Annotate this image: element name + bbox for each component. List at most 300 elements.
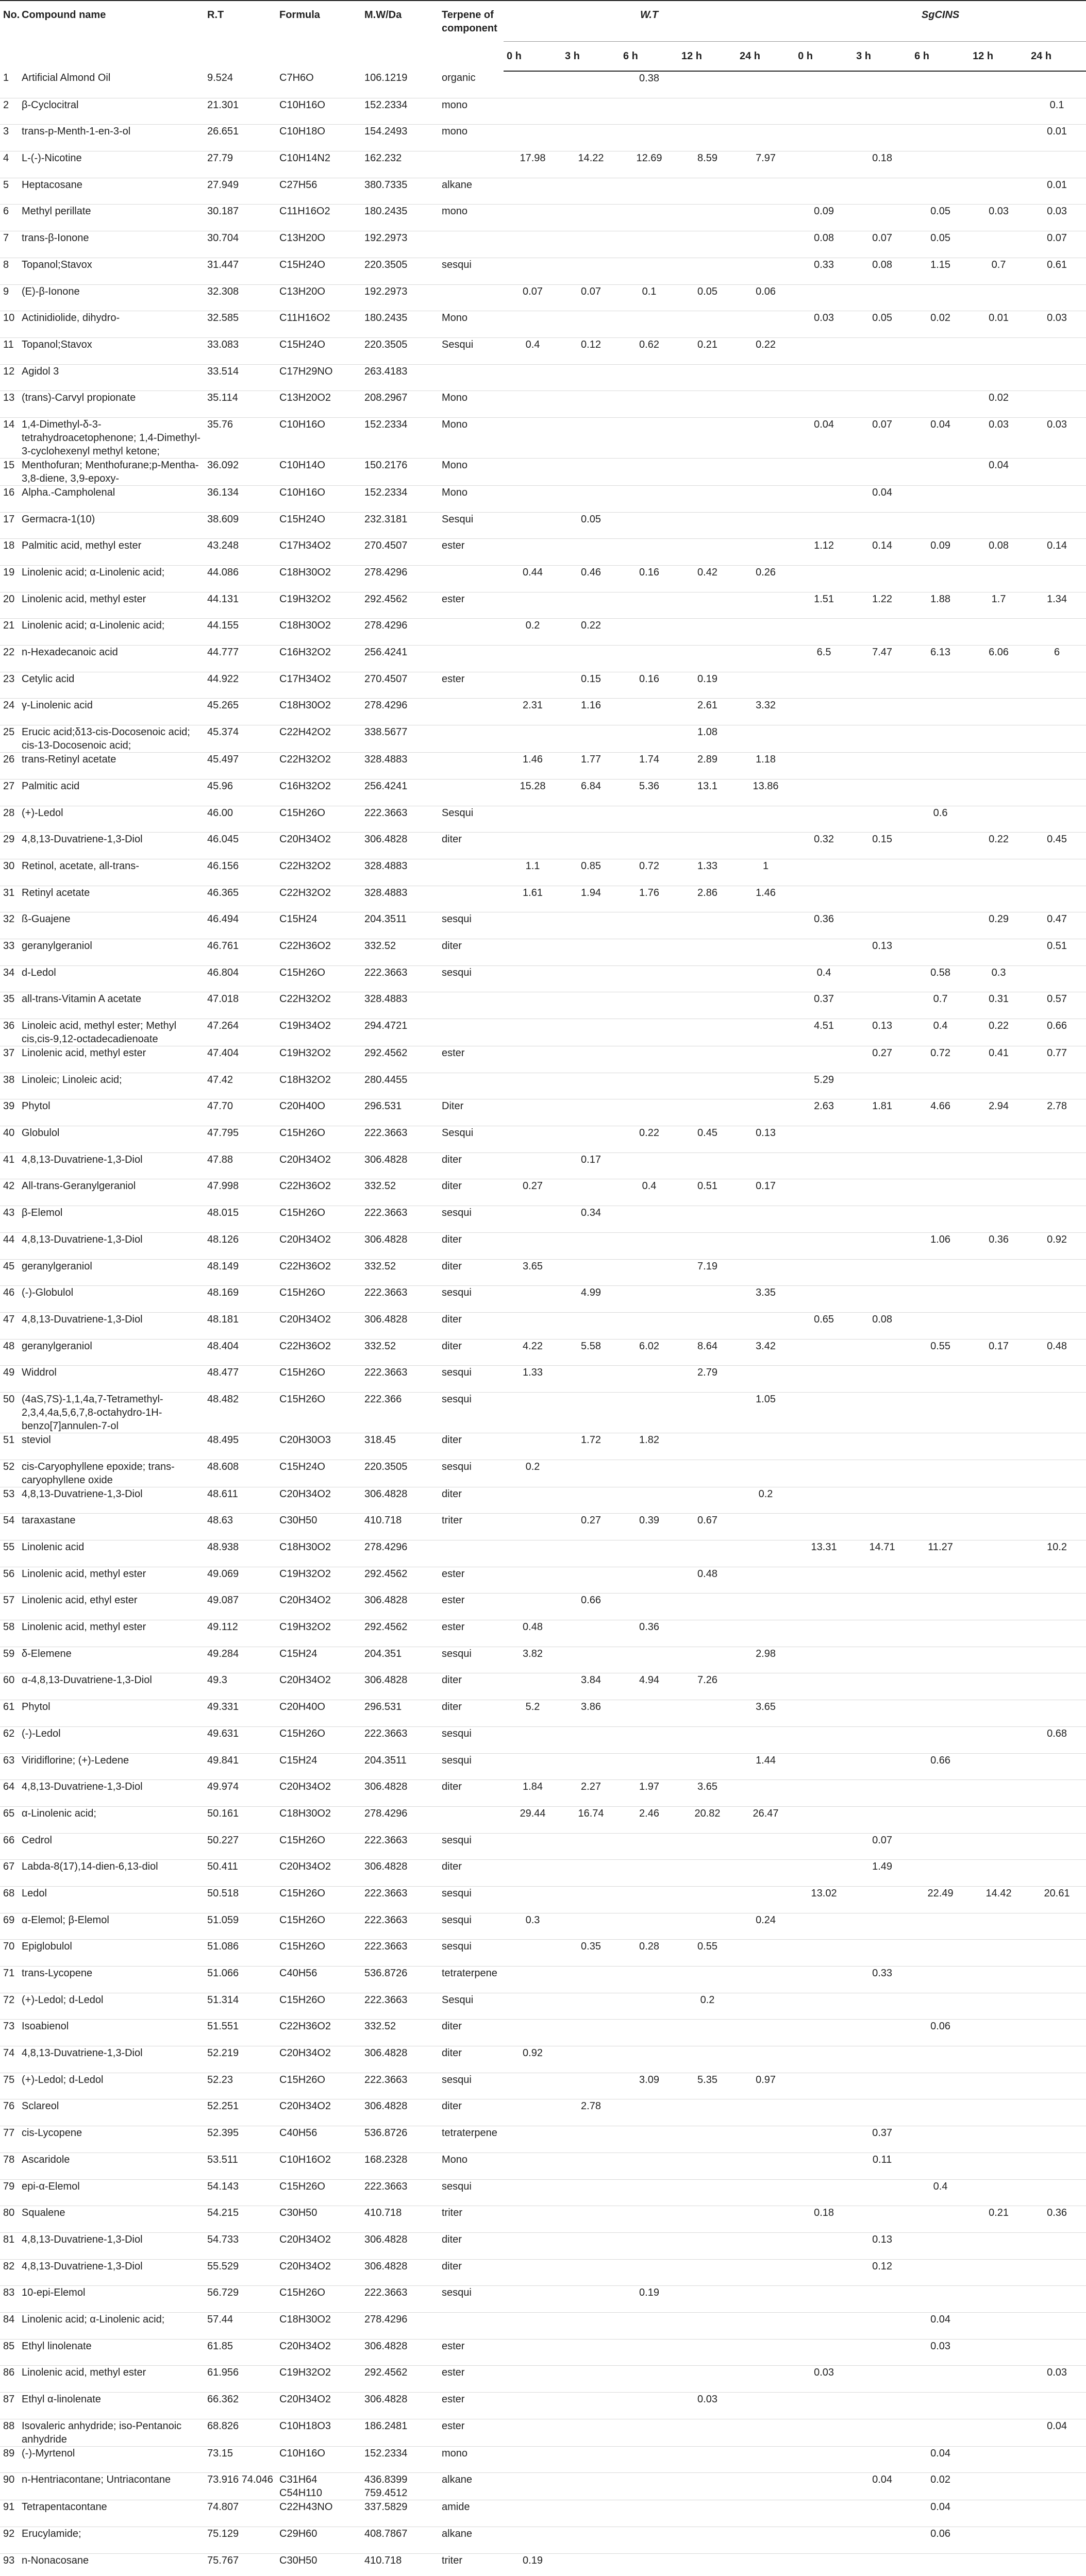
cell-terpene: Mono xyxy=(439,417,504,458)
cell-rt: 47.264 xyxy=(204,1019,276,1046)
cell-formula: C20H34O2 xyxy=(276,1232,361,1259)
cell-value xyxy=(562,1753,620,1780)
cell-value xyxy=(678,1700,737,1727)
cell-value xyxy=(911,1833,970,1860)
cell-value: 0.05 xyxy=(562,512,620,539)
header-time: 6 h xyxy=(620,42,678,72)
cell-value: 0.22 xyxy=(562,619,620,646)
cell-value xyxy=(737,1366,795,1393)
cell-value: 0.72 xyxy=(620,859,678,886)
cell-formula: C22H32O2 xyxy=(276,886,361,912)
table-row xyxy=(0,1153,1086,1179)
cell-value: 0.03 xyxy=(678,2393,737,2419)
cell-value xyxy=(795,1460,853,1487)
cell-mw: 408.7867 xyxy=(361,2527,439,2554)
cell-value xyxy=(911,2232,970,2259)
cell-value xyxy=(504,311,562,338)
cell-value xyxy=(853,1886,911,1913)
cell-value xyxy=(562,258,620,284)
cell-value xyxy=(678,2153,737,2179)
cell-value: 5.2 xyxy=(504,1700,562,1727)
cell-value xyxy=(737,1567,795,1594)
cell-value: 0.11 xyxy=(853,2153,911,2179)
cell-mw: 222.366 xyxy=(361,1392,439,1433)
cell-rt: 48.608 xyxy=(204,1460,276,1487)
cell-value xyxy=(970,2179,1028,2206)
cell-value xyxy=(562,2259,620,2286)
cell-value xyxy=(911,2259,970,2286)
cell-formula: C10H14N2 xyxy=(276,151,361,178)
cell-compound-name: cis-Caryophyllene epoxide; trans-caryophyllene oxide xyxy=(19,1460,204,1487)
cell-value xyxy=(795,753,853,779)
cell-no: 33 xyxy=(0,939,19,965)
table-row xyxy=(0,1232,1086,1259)
cell-formula: C18H32O2 xyxy=(276,1073,361,1099)
cell-value xyxy=(678,364,737,391)
cell-terpene: diter xyxy=(439,1860,504,1887)
cell-value xyxy=(678,458,737,485)
cell-value xyxy=(620,806,678,833)
cell-terpene: sesqui xyxy=(439,2286,504,2313)
cell-terpene: triter xyxy=(439,1514,504,1540)
cell-no: 68 xyxy=(0,1886,19,1913)
cell-value: 0.01 xyxy=(970,311,1028,338)
cell-value xyxy=(795,2553,853,2576)
cell-rt: 46.494 xyxy=(204,912,276,939)
cell-no: 80 xyxy=(0,2206,19,2233)
cell-value xyxy=(620,2232,678,2259)
cell-value: 11.27 xyxy=(911,1540,970,1567)
cell-formula: C15H26O xyxy=(276,965,361,992)
cell-value xyxy=(970,1700,1028,1727)
cell-value: 0.55 xyxy=(911,1339,970,1366)
cell-value xyxy=(504,2339,562,2366)
cell-no: 88 xyxy=(0,2419,19,2446)
cell-formula: C40H56 xyxy=(276,1967,361,1993)
cell-value xyxy=(620,364,678,391)
cell-value xyxy=(620,1259,678,1286)
cell-value xyxy=(1028,1312,1086,1339)
cell-value xyxy=(504,2206,562,2233)
cell-value xyxy=(853,2020,911,2046)
cell-value xyxy=(620,311,678,338)
cell-mw: 180.2435 xyxy=(361,205,439,231)
cell-rt: 51.314 xyxy=(204,1993,276,2020)
cell-value: 3.65 xyxy=(678,1780,737,1807)
cell-value xyxy=(678,1392,737,1433)
cell-rt: 46.804 xyxy=(204,965,276,992)
cell-value: 0.21 xyxy=(970,2206,1028,2233)
cell-value xyxy=(562,2206,620,2233)
cell-value xyxy=(737,1620,795,1647)
cell-value: 0.18 xyxy=(795,2206,853,2233)
cell-formula: C20H40O xyxy=(276,1700,361,1727)
cell-mw: 192.2973 xyxy=(361,231,439,258)
header-rt: R.T xyxy=(204,1,276,71)
cell-value xyxy=(504,2020,562,2046)
cell-value: 13.1 xyxy=(678,779,737,806)
cell-value: 0.04 xyxy=(911,417,970,458)
cell-value xyxy=(970,1780,1028,1807)
cell-no: 51 xyxy=(0,1433,19,1460)
cell-value xyxy=(970,619,1028,646)
cell-no: 78 xyxy=(0,2153,19,2179)
cell-value xyxy=(970,1206,1028,1233)
cell-no: 39 xyxy=(0,1099,19,1126)
cell-value xyxy=(970,1312,1028,1339)
table-row xyxy=(0,1620,1086,1647)
cell-no: 4 xyxy=(0,151,19,178)
cell-value xyxy=(970,1753,1028,1780)
cell-no: 24 xyxy=(0,699,19,725)
table-row xyxy=(0,71,1086,98)
cell-value xyxy=(504,1392,562,1433)
cell-value xyxy=(970,886,1028,912)
cell-value xyxy=(853,98,911,125)
cell-value: 0.72 xyxy=(911,1046,970,1073)
table-row xyxy=(0,1286,1086,1313)
cell-value xyxy=(737,2259,795,2286)
cell-value xyxy=(853,2366,911,2393)
cell-value xyxy=(737,71,795,98)
cell-formula: C10H14O xyxy=(276,458,361,485)
cell-value xyxy=(853,1392,911,1433)
cell-value xyxy=(620,1153,678,1179)
cell-terpene xyxy=(439,1019,504,1046)
cell-value xyxy=(1028,886,1086,912)
cell-rt: 49.112 xyxy=(204,1620,276,1647)
cell-no: 17 xyxy=(0,512,19,539)
cell-value: 1.94 xyxy=(562,886,620,912)
table-row xyxy=(0,1312,1086,1339)
cell-value xyxy=(678,646,737,672)
cell-value: 26.47 xyxy=(737,1806,795,1833)
cell-value xyxy=(1028,566,1086,592)
cell-value xyxy=(795,364,853,391)
cell-value: 0.21 xyxy=(678,337,737,364)
table-row xyxy=(0,2527,1086,2554)
cell-value xyxy=(737,2393,795,2419)
cell-rt: 9.524 xyxy=(204,71,276,98)
cell-terpene xyxy=(439,231,504,258)
cell-rt: 50.411 xyxy=(204,1860,276,1887)
cell-value xyxy=(911,1460,970,1487)
cell-value xyxy=(795,2259,853,2286)
cell-rt: 68.826 xyxy=(204,2419,276,2446)
cell-value xyxy=(678,2232,737,2259)
cell-value xyxy=(737,806,795,833)
cell-value xyxy=(562,1540,620,1567)
cell-value: 1.33 xyxy=(504,1366,562,1393)
cell-terpene: Mono xyxy=(439,311,504,338)
cell-rt: 48.495 xyxy=(204,1433,276,1460)
cell-value: 5.35 xyxy=(678,2073,737,2099)
cell-value xyxy=(737,1046,795,1073)
cell-value xyxy=(620,2473,678,2500)
cell-mw: 306.4828 xyxy=(361,1487,439,1514)
cell-value xyxy=(853,1753,911,1780)
cell-no: 15 xyxy=(0,458,19,485)
cell-rt: 27.949 xyxy=(204,178,276,205)
cell-value xyxy=(853,1514,911,1540)
cell-value xyxy=(795,2073,853,2099)
cell-value xyxy=(678,1726,737,1753)
cell-value: 1.46 xyxy=(737,886,795,912)
cell-value xyxy=(970,2393,1028,2419)
cell-terpene xyxy=(439,364,504,391)
cell-value xyxy=(795,2179,853,2206)
cell-formula: C10H16O xyxy=(276,98,361,125)
cell-rt: 47.998 xyxy=(204,1179,276,1206)
table-row xyxy=(0,1753,1086,1780)
cell-mw: 222.3663 xyxy=(361,1993,439,2020)
table-row xyxy=(0,2073,1086,2099)
cell-value xyxy=(911,1433,970,1460)
cell-formula: C22H36O2 xyxy=(276,939,361,965)
cell-compound-name: Ethyl α-linolenate xyxy=(19,2393,204,2419)
cell-value xyxy=(1028,1753,1086,1780)
cell-value xyxy=(562,391,620,418)
cell-mw: 328.4883 xyxy=(361,992,439,1019)
cell-compound-name: All-trans-Geranylgeraniol xyxy=(19,1179,204,1206)
cell-value xyxy=(911,151,970,178)
cell-value xyxy=(1028,458,1086,485)
cell-compound-name: Phytol xyxy=(19,1700,204,1727)
cell-value xyxy=(678,98,737,125)
table-row xyxy=(0,2206,1086,2233)
cell-value: 0.01 xyxy=(1028,125,1086,151)
cell-no: 25 xyxy=(0,725,19,753)
cell-value xyxy=(562,2046,620,2073)
cell-value xyxy=(620,912,678,939)
cell-value xyxy=(1028,1514,1086,1540)
cell-value: 0.17 xyxy=(737,1179,795,1206)
cell-rt: 49.331 xyxy=(204,1700,276,1727)
cell-value xyxy=(678,1433,737,1460)
cell-rt: 55.529 xyxy=(204,2259,276,2286)
table-row xyxy=(0,2259,1086,2286)
cell-value xyxy=(970,699,1028,725)
cell-no: 86 xyxy=(0,2366,19,2393)
cell-mw: 306.4828 xyxy=(361,2339,439,2366)
cell-no: 76 xyxy=(0,2099,19,2126)
table-row xyxy=(0,1806,1086,1833)
cell-value xyxy=(1028,2179,1086,2206)
cell-value: 4.99 xyxy=(562,1286,620,1313)
table-row xyxy=(0,337,1086,364)
cell-value xyxy=(504,1206,562,1233)
cell-value xyxy=(737,1993,795,2020)
cell-formula: C30H50 xyxy=(276,2553,361,2576)
cell-mw: 222.3663 xyxy=(361,1913,439,1940)
cell-terpene: triter xyxy=(439,2553,504,2576)
cell-compound-name: Linolenic acid xyxy=(19,1540,204,1567)
cell-value: 0.58 xyxy=(911,965,970,992)
cell-terpene: sesqui xyxy=(439,1286,504,1313)
cell-value xyxy=(911,485,970,512)
cell-value xyxy=(911,1726,970,1753)
cell-value xyxy=(737,672,795,699)
cell-terpene xyxy=(439,992,504,1019)
cell-value xyxy=(911,1312,970,1339)
cell-value xyxy=(970,1126,1028,1153)
cell-value xyxy=(737,2099,795,2126)
cell-value: 22.49 xyxy=(911,1886,970,1913)
cell-value: 0.2 xyxy=(678,1993,737,2020)
cell-terpene: sesqui xyxy=(439,1940,504,1967)
cell-terpene: tetraterpene xyxy=(439,2126,504,2153)
cell-mw: 192.2973 xyxy=(361,284,439,311)
cell-value: 1.22 xyxy=(853,592,911,619)
cell-value: 0.04 xyxy=(853,485,911,512)
table-row xyxy=(0,2153,1086,2179)
cell-value xyxy=(620,2046,678,2073)
cell-terpene: diter xyxy=(439,2259,504,2286)
cell-terpene xyxy=(439,753,504,779)
cell-value: 0.12 xyxy=(853,2259,911,2286)
table-row xyxy=(0,646,1086,672)
cell-value xyxy=(678,1460,737,1487)
cell-terpene xyxy=(439,859,504,886)
cell-value: 0.51 xyxy=(1028,939,1086,965)
cell-value xyxy=(504,2259,562,2286)
cell-no: 18 xyxy=(0,539,19,566)
cell-value xyxy=(562,1312,620,1339)
cell-no: 37 xyxy=(0,1046,19,1073)
cell-value xyxy=(970,284,1028,311)
table-row xyxy=(0,311,1086,338)
cell-rt: 73.15 xyxy=(204,2446,276,2473)
cell-value xyxy=(737,2339,795,2366)
cell-value xyxy=(737,258,795,284)
cell-compound-name: (-)-Ledol xyxy=(19,1726,204,1753)
cell-rt: 61.85 xyxy=(204,2339,276,2366)
cell-no: 16 xyxy=(0,485,19,512)
cell-compound-name: Ledol xyxy=(19,1886,204,1913)
cell-rt: 48.404 xyxy=(204,1339,276,1366)
cell-value: 0.1 xyxy=(1028,98,1086,125)
cell-value xyxy=(504,458,562,485)
cell-value xyxy=(737,2500,795,2527)
cell-value: 12.69 xyxy=(620,151,678,178)
cell-terpene: sesqui xyxy=(439,2179,504,2206)
cell-value xyxy=(504,1232,562,1259)
cell-value xyxy=(504,1019,562,1046)
cell-compound-name: Isovaleric anhydride; iso-Pentanoic anhydride xyxy=(19,2419,204,2446)
cell-compound-name: L-(-)-Nicotine xyxy=(19,151,204,178)
cell-value xyxy=(911,566,970,592)
table-row xyxy=(0,1594,1086,1620)
cell-value xyxy=(970,485,1028,512)
cell-value xyxy=(504,512,562,539)
cell-value xyxy=(737,1967,795,1993)
cell-formula: C22H36O2 xyxy=(276,1339,361,1366)
cell-value xyxy=(795,1339,853,1366)
cell-value xyxy=(1028,1620,1086,1647)
cell-terpene: diter xyxy=(439,1780,504,1807)
cell-value: 0.66 xyxy=(562,1594,620,1620)
cell-terpene: sesqui xyxy=(439,1726,504,1753)
cell-value xyxy=(562,1860,620,1887)
cell-rt: 32.585 xyxy=(204,311,276,338)
cell-no: 79 xyxy=(0,2179,19,2206)
table-row xyxy=(0,417,1086,458)
cell-value xyxy=(504,2500,562,2527)
cell-no: 63 xyxy=(0,1753,19,1780)
cell-rt: 48.126 xyxy=(204,1232,276,1259)
cell-value xyxy=(620,1700,678,1727)
cell-value xyxy=(562,2020,620,2046)
cell-value: 0.16 xyxy=(620,672,678,699)
cell-value: 0.22 xyxy=(970,1019,1028,1046)
cell-compound-name: 4,8,13-Duvatriene-1,3-Diol xyxy=(19,1232,204,1259)
cell-value xyxy=(504,2527,562,2554)
cell-mw: 294.4721 xyxy=(361,1019,439,1046)
cell-value xyxy=(562,2126,620,2153)
cell-value xyxy=(678,1886,737,1913)
cell-value xyxy=(970,1620,1028,1647)
cell-value xyxy=(853,859,911,886)
cell-value xyxy=(911,1392,970,1433)
cell-value: 1.12 xyxy=(795,539,853,566)
cell-formula: C22H32O2 xyxy=(276,992,361,1019)
cell-value: 6.06 xyxy=(970,646,1028,672)
cell-value xyxy=(795,71,853,98)
table-row xyxy=(0,672,1086,699)
cell-no: 46 xyxy=(0,1286,19,1313)
cell-rt: 44.777 xyxy=(204,646,276,672)
cell-value: 0.15 xyxy=(562,672,620,699)
cell-terpene xyxy=(439,1806,504,1833)
cell-mw: 152.2334 xyxy=(361,417,439,458)
cell-value xyxy=(737,1073,795,1099)
cell-no: 26 xyxy=(0,753,19,779)
cell-value xyxy=(970,1726,1028,1753)
cell-value: 0.3 xyxy=(504,1913,562,1940)
cell-value xyxy=(620,1392,678,1433)
cell-value xyxy=(911,2126,970,2153)
cell-value xyxy=(911,833,970,859)
cell-value xyxy=(737,2153,795,2179)
cell-formula: C15H26O xyxy=(276,1913,361,1940)
cell-value: 0.66 xyxy=(1028,1019,1086,1046)
cell-value xyxy=(1028,2473,1086,2500)
cell-formula: C13H20O xyxy=(276,231,361,258)
cell-terpene: diter xyxy=(439,1259,504,1286)
cell-no: 45 xyxy=(0,1259,19,1286)
cell-value: 7.19 xyxy=(678,1259,737,1286)
cell-formula: C15H24 xyxy=(276,1753,361,1780)
cell-value xyxy=(620,1647,678,1673)
cell-rt: 27.79 xyxy=(204,151,276,178)
cell-compound-name: 4,8,13-Duvatriene-1,3-Diol xyxy=(19,1780,204,1807)
cell-value: 0.92 xyxy=(1028,1232,1086,1259)
cell-value: 2.89 xyxy=(678,753,737,779)
cell-no: 30 xyxy=(0,859,19,886)
cell-value xyxy=(795,1286,853,1313)
cell-value: 0.07 xyxy=(1028,231,1086,258)
cell-value xyxy=(562,231,620,258)
table-row xyxy=(0,258,1086,284)
cell-value xyxy=(795,2339,853,2366)
cell-terpene: diter xyxy=(439,1312,504,1339)
cell-value xyxy=(678,1019,737,1046)
cell-formula: C10H16O xyxy=(276,2446,361,2473)
cell-no: 69 xyxy=(0,1913,19,1940)
cell-formula: C20H34O2 xyxy=(276,2232,361,2259)
cell-no: 90 xyxy=(0,2473,19,2500)
cell-formula: C15H26O xyxy=(276,806,361,833)
